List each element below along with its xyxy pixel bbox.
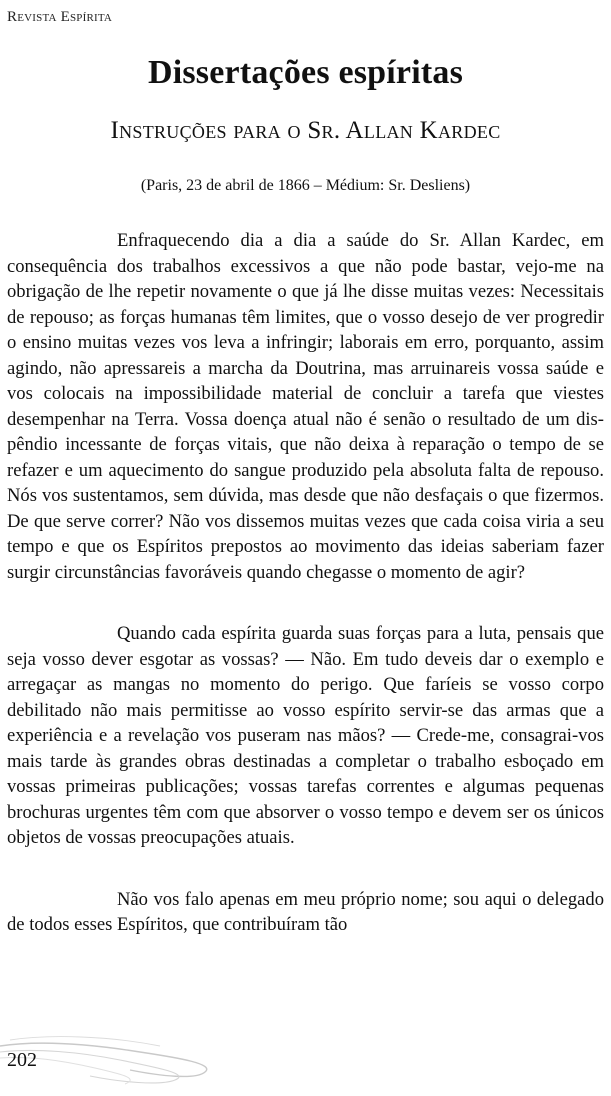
running-header: Revista Espírita [7,9,113,25]
article-body [7,228,604,938]
article-subtitle: Instruções para o Sr. Allan Kardec [110,117,501,144]
article-title: Dissertações espíritas [147,54,464,91]
body-paragraph: Enfraquecendo dia a dia a saúde do Sr. Allan Kardec, em consequência dos trabalhos excessivos a que não pode bastar, vejo-me na obrigação de lhe repetir novamente o que já lhe disse muitas vezes: Necessitais de repouso; as forças humanas têm limites, que o vosso desejo de ver progredir o ensino muitas vezes vos leva a infringir; laborais em erro, porquanto, assim agindo, não apressareis a marcha da Doutrina, mas arruinareis vossa saúde e vos colocais na impossibilidade material de concluir a tarefa que viestes desempenhar na Terra. Vossa doença atual não é senão o resultado de um dispêndio incessante de forças vitais, que não deixa à reparação o tempo de se refazer e um aquecimento do sangue produzido pela absoluta falta de repouso. Nós vos sustentamos, sem dúvida, mas desde que não desfaçais o que fizermos. De que serve correr? Não vos dissemos muitas vezes que cada coisa viria a seu tempo e que os Espíritos prepostos ao movimento das ideias saberiam fazer surgir circunstâncias favoráveis quando chegasse o momento de agir? [7,230,604,583]
body-paragraph: Quando cada espírita guarda suas forças para a luta, pensais que seja vosso dever esgotar as vossas? — Não. Em tudo deveis dar o exemplo e arregaçar as mangas no momento do perigo. Que faríeis se vosso corpo debilitado não mais permitisse ao vosso espírito servir-se das armas que a experiência e a revelação vos puseram nas mãos? — Crede-me, consagrai-vos mais tarde às grandes obras destinadas a completar o trabalho esboçado em vossas primeiras publicações; vossas tarefas correntes e algumas pequenas brochuras urgentes têm com que absorver o vosso tempo e devem ser os únicos objetos de vossas preocupações atuais. [7,623,604,848]
body-paragraph: Não vos falo apenas em meu próprio nome; sou aqui o delegado de todos esses Espíritos, que contribuíram tão [7,888,604,935]
page-number: 202 [7,1049,37,1071]
article-dateline: (Paris, 23 de abril de 1866 – Médium: Sr. Desliens) [140,177,471,194]
